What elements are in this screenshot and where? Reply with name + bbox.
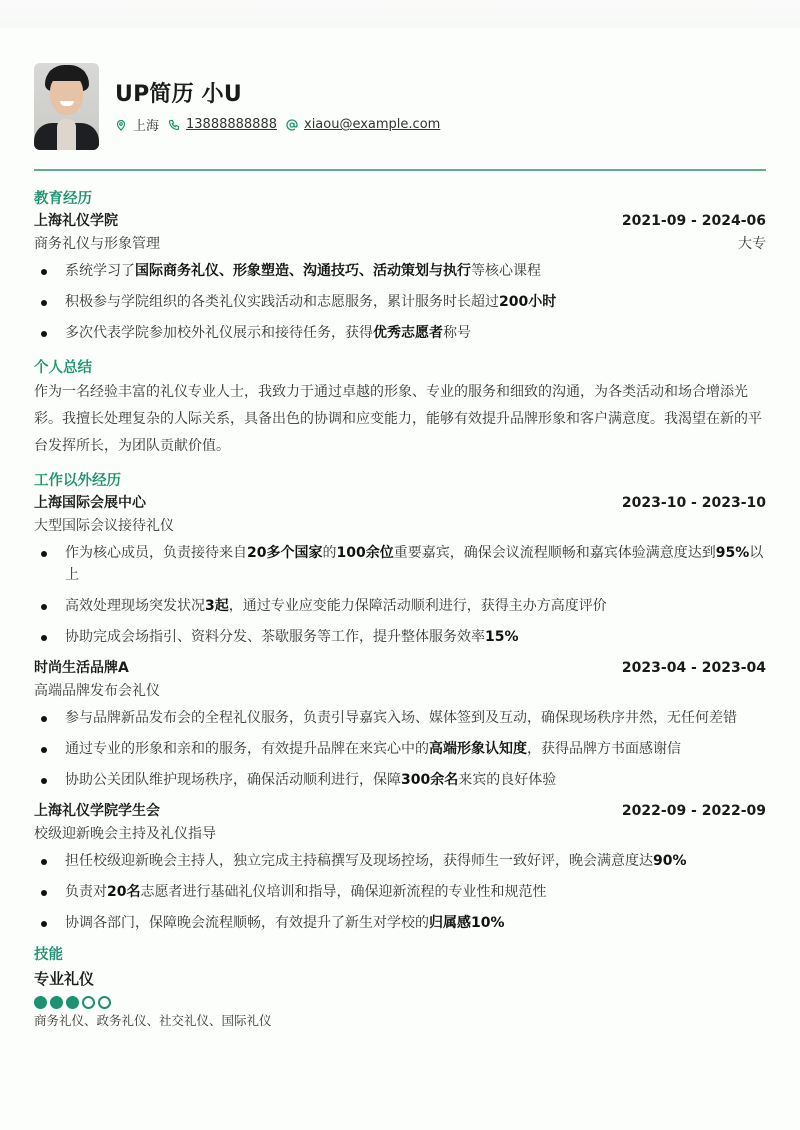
section-title-skills: 技能 <box>34 947 63 963</box>
major: 商务礼仪与形象管理 <box>34 236 160 252</box>
contact-phone[interactable] <box>168 117 277 132</box>
bullet-item: 通过专业的形象和亲和的服务，有效提升品牌在来宾心中的高端形象认知度，获得品牌方书面感谢信 <box>34 738 766 760</box>
experience-bullets <box>34 707 766 791</box>
empty-dot-icon <box>98 996 111 1009</box>
education-entry-head <box>34 210 766 232</box>
at-sign-icon <box>286 119 298 131</box>
section-title-summary: 个人总结 <box>34 360 92 376</box>
resume-header <box>34 63 766 151</box>
skill-item <box>34 966 766 1030</box>
experience-section <box>34 470 766 934</box>
experience-date: 2023-10 - 2023-10 <box>621 495 766 511</box>
experience-entry-sub <box>34 514 766 538</box>
location-pin-icon <box>115 119 127 131</box>
bullet-item: 协调各部门，保障晚会流程顺畅，有效提升了新生对学校的归属感10% <box>34 912 766 934</box>
header-info <box>115 63 449 134</box>
summary-section <box>34 357 766 460</box>
experience-date: 2023-04 - 2023-04 <box>621 660 766 676</box>
experience-entry-head <box>34 492 766 514</box>
experience-bullets <box>34 542 766 648</box>
experience-entry <box>34 657 766 791</box>
top-band <box>0 0 800 28</box>
skill-name: 专业礼仪 <box>34 970 95 988</box>
experience-bullets <box>34 850 766 934</box>
contact-email[interactable] <box>286 117 440 132</box>
education-bullets <box>34 260 766 344</box>
section-title-experience: 工作以外经历 <box>34 473 121 489</box>
experience-entry-sub <box>34 679 766 703</box>
bullet-item: 负责对20名志愿者进行基础礼仪培训和指导，确保迎新流程的专业性和规范性 <box>34 881 766 903</box>
contact-location <box>115 115 159 134</box>
candidate-name: UP简历 小U <box>115 82 242 107</box>
school-name: 上海礼仪学院 <box>34 213 118 229</box>
skills-section <box>34 944 766 1030</box>
role: 大型国际会议接待礼仪 <box>34 518 174 534</box>
filled-dot-icon <box>34 996 47 1009</box>
bullet-item: 高效处理现场突发状况3起，通过专业应变能力保障活动顺利进行，获得主办方高度评价 <box>34 595 766 617</box>
bullet-item: 担任校级迎新晚会主持人，独立完成主持稿撰写及现场控场，获得师生一致好评，晚会满意度达90% <box>34 850 766 872</box>
phone-link[interactable]: 13888888888 <box>186 117 277 132</box>
filled-dot-icon <box>66 996 79 1009</box>
contact-row <box>115 115 449 134</box>
experience-entry-head <box>34 800 766 822</box>
skill-description: 商务礼仪、政务礼仪、社交礼仪、国际礼仪 <box>34 1013 272 1028</box>
filled-dot-icon <box>50 996 63 1009</box>
organization-name: 时尚生活品牌A <box>34 660 129 676</box>
empty-dot-icon <box>82 996 95 1009</box>
location-text: 上海 <box>133 119 160 134</box>
bullet-item: 积极参与学院组织的各类礼仪实践活动和志愿服务，累计服务时长超过200小时 <box>34 291 766 313</box>
experience-entry-sub <box>34 822 766 846</box>
experience-entry <box>34 492 766 648</box>
role: 高端品牌发布会礼仪 <box>34 683 160 699</box>
email-link[interactable]: xiaou@example.com <box>304 117 441 132</box>
avatar-photo <box>34 63 99 150</box>
education-section <box>34 188 766 344</box>
summary-text: 作为一名经验丰富的礼仪专业人士，我致力于通过卓越的形象、专业的服务和细致的沟通，为各类活动和场合增添光彩。我擅长处理复杂的人际关系，具备出色的协调和应变能力，能够有效提升品牌形象和客户满意度。我渴望在新的平台发挥所长，为团队贡献价值。 <box>34 384 762 454</box>
degree: 大专 <box>738 236 766 252</box>
bullet-item: 协助公关团队维护现场秩序，确保活动顺利进行，保障300余名来宾的良好体验 <box>34 769 766 791</box>
experience-entry <box>34 800 766 934</box>
bullet-item: 系统学习了国际商务礼仪、形象塑造、沟通技巧、活动策划与执行等核心课程 <box>34 260 766 282</box>
section-title-education: 教育经历 <box>34 191 92 207</box>
bullet-item: 参与品牌新品发布会的全程礼仪服务，负责引导嘉宾入场、媒体签到及互动，确保现场秩序井然，无任何差错 <box>34 707 766 729</box>
role: 校级迎新晚会主持及礼仪指导 <box>34 826 216 842</box>
education-date: 2021-09 - 2024-06 <box>621 213 766 229</box>
phone-icon <box>168 119 180 131</box>
bullet-item: 协助完成会场指引、资料分发、茶歇服务等工作，提升整体服务效率15% <box>34 626 766 648</box>
education-entry-sub <box>34 232 766 256</box>
header-divider <box>34 169 766 171</box>
bullet-item: 作为核心成员，负责接待来自20多个国家的100余位重要嘉宾，确保会议流程顺畅和嘉宾体验满意度达到95%以上 <box>34 542 766 586</box>
experience-date: 2022-09 - 2022-09 <box>621 803 766 819</box>
organization-name: 上海礼仪学院学生会 <box>34 803 160 819</box>
skill-level-dots <box>34 996 766 1009</box>
resume-page <box>34 63 766 1030</box>
organization-name: 上海国际会展中心 <box>34 495 146 511</box>
experience-entry-head <box>34 657 766 679</box>
bullet-item: 多次代表学院参加校外礼仪展示和接待任务，获得优秀志愿者称号 <box>34 322 766 344</box>
